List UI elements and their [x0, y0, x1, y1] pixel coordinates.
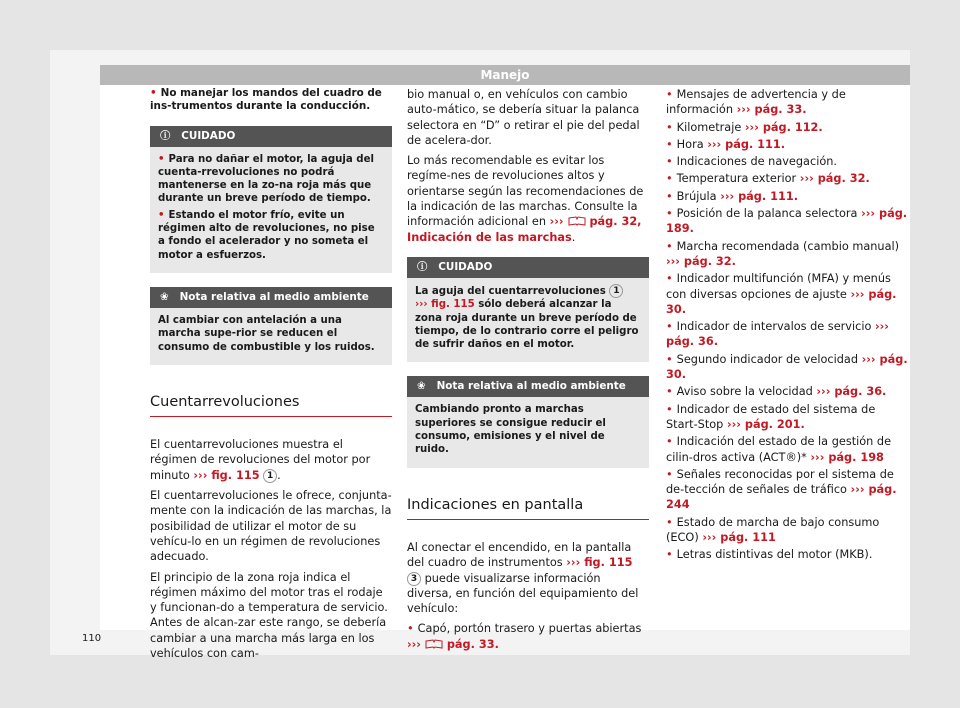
bullet-icon: •: [666, 515, 673, 529]
paragraph-text: puede visualizarse información diversa, en función del equipamiento del vehículo:: [407, 571, 639, 616]
bullet-icon: •: [666, 435, 673, 449]
section-title: Indicaciones en pantalla: [407, 498, 649, 520]
page-link[interactable]: ››› pág. 30.: [666, 287, 897, 316]
book-icon: [425, 639, 443, 649]
environment-note-text: Cambiando pronto a marchas superiores se consigue reducir el consumo, emisiones y el nivel de ruido.: [415, 404, 606, 456]
page-link[interactable]: ››› pág. 30.: [666, 352, 908, 382]
paragraph-text: El principio de la zona roja indica el régimen máximo del motor tras el rodaje y funcionan-do a temperatura de servicio. Antes de alcan-zar este rango, se debería cambiar a una marcha más larga en los vehículos con cam-: [150, 570, 388, 661]
paragraph-text: Lo más recomendable es evitar los regíme-nes de revoluciones altos y orientarse según las recomendaciones de la indicación de las marchas. Consulte la información adicional en: [407, 154, 644, 229]
fig-link-text: fig. 115: [211, 468, 260, 482]
list-item-text: Estado de marcha de bajo consumo (ECO): [666, 515, 880, 545]
bullet-icon: •: [666, 137, 673, 151]
list-item: [666, 271, 910, 317]
bullet-icon: •: [666, 385, 673, 399]
environment-note-box: [150, 287, 392, 365]
list-item-text: Indicador multifunción (MFA) y menús con diversas opciones de ajuste: [666, 272, 891, 301]
environment-note-text: Al cambiar con antelación a una marcha supe-rior se reducen el consumo de combustible y los ruidos.: [158, 314, 375, 353]
page-content: [82, 65, 910, 661]
page-link[interactable]: ››› pág. 36.: [816, 385, 887, 399]
page-link-text: pág. 33.: [446, 637, 499, 651]
bullet-icon: •: [666, 207, 673, 221]
list-item: [666, 171, 910, 186]
page-link-text: pág. 32.: [683, 254, 736, 268]
bullet-icon: •: [158, 209, 165, 221]
page-link-text: pág. 244: [666, 483, 897, 512]
list-item-text: Mensajes de advertencia y de información: [666, 88, 846, 117]
list-item: [666, 352, 910, 383]
page-link-text: pág. 189.: [666, 207, 908, 236]
paragraph-text: Al conectar el encendido, en la pantalla del cuadro de instrumentos: [407, 540, 632, 570]
bullet-icon: •: [666, 172, 673, 186]
bullet-icon: •: [666, 239, 673, 253]
list-item: [666, 87, 910, 118]
paragraph-text: bio manual o, en vehículos con cambio auto-mático, se debería situar la palanca selectora en “D” o retirar el pie del pedal de acelera-dor.: [407, 88, 640, 147]
list-item: [666, 547, 910, 562]
book-icon: [568, 216, 586, 226]
list-item-text: Indicador de estado del sistema de Start-Stop: [666, 402, 876, 431]
bullet-icon: •: [666, 467, 673, 481]
caution-item: Estando el motor frío, evite un régimen alto de revoluciones, no pise a fondo el acelerador y no someta el motor a esfuerzos.: [158, 209, 375, 261]
list-item: [666, 189, 910, 204]
caution-header: [407, 257, 649, 278]
page-link-text: pág. 111.: [738, 189, 798, 203]
column-3: [666, 87, 910, 565]
bullet-icon: •: [158, 153, 165, 165]
list-item-text: Posición de la palanca selectora: [676, 207, 858, 221]
page-link[interactable]: ››› pág. 111: [702, 531, 776, 545]
caution-header: [150, 126, 392, 147]
list-item-text: Brújula: [676, 189, 717, 203]
page-link-text: pág. 112.: [762, 120, 823, 134]
list-item-text: Segundo indicador de velocidad: [676, 352, 859, 366]
paragraph-text: El cuentarrevoluciones muestra el régimen de revoluciones del motor por minuto: [150, 438, 371, 482]
environment-note-title: Nota relativa al medio ambiente: [436, 380, 626, 393]
list-item: [666, 384, 910, 399]
display-items-list: [666, 87, 910, 563]
page-link[interactable]: ››› pág. 201.: [726, 417, 805, 431]
fig-link-text: fig. 115: [431, 299, 475, 311]
list-item-text: Indicador de intervalos de servicio: [676, 320, 872, 334]
list-item-text: Hora: [676, 137, 704, 151]
page-link-text: pág. 198: [828, 450, 884, 464]
column-2: bio manual o, en vehículos con cambio auto-mático, se debería situar la palanca selectora en “D” o retirar el pie del pedal de acelera-dor. Lo más recomendable es evitar los regíme-nes de revoluciones altos y orientarse según las recomendaciones de la indicación de las marchas. Consulte la información adicional en ››› pág. 32, Indicación de las marchas. ⓘ CUIDADO La aguja del cuentarrevoluciones 1 ››› fig. 115 sólo deberá alcanzar la zona roja durante un breve período de tiempo, de lo contrario corre el peligro de sufrir daños en el motor. ❀ Nota relativa al medio ambiente Cambiando pronto a marchas superiores se consigue reducir el consumo, emisiones y el nivel de ruido. Indicaciones en pantalla Al conectar el encendido, en la pantalla del cuadro de instrumentos ››› fig. 115 3 puede visualizarse información diversa, en función del equipamiento del vehículo: • Capó, portón trasero y puertas abiertas ››› pág. 33.: [407, 87, 649, 657]
page-link[interactable]: ››› pág. 32.: [666, 254, 736, 268]
environment-note-header: [150, 287, 392, 308]
callout-number: 1: [263, 469, 277, 483]
warning-circle-icon: ⓘ: [160, 129, 171, 142]
page-number: 110: [82, 633, 102, 644]
bullet-icon: •: [666, 402, 673, 416]
list-item: [666, 515, 910, 546]
environment-note-header: [407, 376, 649, 397]
bullet-icon: •: [666, 272, 673, 286]
list-item-text: Aviso sobre la velocidad: [676, 385, 813, 399]
page-link[interactable]: ››› pág. 32.: [799, 172, 870, 186]
paragraph-text: El cuentarrevoluciones le ofrece, conjunta-mente con la indicación de las marchas, la posibilidad de utilizar el motor de su vehícu-lo en un régimen de revoluciones adecuado.: [150, 489, 392, 564]
list-item: [666, 319, 910, 350]
page-link[interactable]: ››› pág. 112.: [744, 120, 823, 134]
caution-title: CUIDADO: [438, 260, 493, 273]
list-item-text: Capó, portón trasero y puertas abiertas: [417, 622, 642, 636]
bullet-icon: •: [150, 87, 157, 99]
list-item: [666, 206, 910, 237]
bullet-icon: •: [407, 622, 414, 636]
list-item-text: Indicación del estado de la gestión de cilin-dros activa (ACT®)*: [666, 435, 892, 464]
bullet-icon: •: [666, 120, 673, 134]
page-link-text: pág. 32.: [817, 172, 870, 186]
fig-link[interactable]: ››› fig. 115: [566, 556, 633, 570]
environment-icon: ❀: [417, 380, 426, 393]
page-link[interactable]: ››› pág. 111.: [707, 137, 786, 151]
page-link[interactable]: ››› pág. 33.: [407, 637, 499, 651]
caution-box: [407, 257, 649, 362]
page-link-text: pág. 30.: [666, 287, 897, 316]
bullet-icon: •: [666, 88, 673, 101]
caution-title: CUIDADO: [181, 129, 236, 142]
section-title: Cuentarrevoluciones: [150, 395, 392, 417]
list-item-text: Kilometraje: [676, 120, 742, 134]
page-link[interactable]: ››› pág. 36.: [666, 320, 889, 349]
list-item-text: Letras distintivas del motor (MKB).: [676, 548, 873, 562]
fig-link-text: fig. 115: [584, 556, 633, 570]
fig-link[interactable]: ››› fig. 115: [415, 299, 475, 311]
page-link-text: pág. 33.: [754, 103, 807, 117]
bullet-icon: •: [666, 155, 673, 169]
caution-box: [150, 126, 392, 273]
bullet-icon: •: [666, 352, 673, 366]
environment-icon: ❀: [160, 290, 169, 303]
list-item-text: Marcha recomendada (cambio manual): [676, 239, 900, 253]
environment-note-box: [407, 376, 649, 467]
page-link-text: pág. 36.: [834, 385, 887, 399]
caution-text: sólo deberá alcanzar la zona roja durante un breve período de tiempo, de lo contrario corre el peligro de sufrir daños en el motor.: [415, 299, 639, 351]
page-link-text: pág. 30.: [666, 352, 908, 382]
page-link[interactable]: ››› pág. 111.: [720, 189, 798, 203]
fig-link[interactable]: ››› fig. 115: [193, 468, 260, 482]
warning-circle-icon: ⓘ: [417, 260, 428, 273]
environment-note-title: Nota relativa al medio ambiente: [179, 290, 369, 303]
page-link-text: pág. 111: [720, 531, 776, 545]
page-link[interactable]: ››› pág. 244: [666, 483, 897, 512]
page-link[interactable]: ››› pág. 32, Indicación de las marchas: [407, 215, 642, 244]
page-link-text: pág. 36.: [666, 335, 719, 349]
list-item: [666, 402, 910, 433]
caution-text: La aguja del cuentarrevoluciones: [415, 285, 606, 297]
callout-number: 3: [407, 572, 421, 586]
list-item: [666, 120, 910, 135]
page-background: [50, 50, 910, 661]
bullet-icon: •: [666, 189, 673, 203]
page-link-text: pág. 32, Indicación de las marchas: [407, 215, 642, 244]
bullet-icon: •: [666, 320, 673, 334]
list-item: [666, 434, 910, 465]
column-1: • No manejar los mandos del cuadro de ins-trumentos durante la conducción. ⓘ CUIDADO • Para no dañar el motor, la aguja del cuenta-rrevoluciones no podrá mantenerse en la zo-na roja más que durante un breve período de tiempo. • Estando el motor frío, evite un régimen alto de revoluciones, no pise a fondo el acelerador y no someta el motor a esfuerzos. ❀ Nota relativa al medio ambiente Al cambiar con antelación a una marcha supe-rior se reducen el consumo de combustible y los ruidos. Cuentarrevoluciones El cuentarrevoluciones muestra el régimen de revoluciones del motor por minuto ››› fig. 115 1 . El cuentarrevoluciones le ofrece, conjunta-mente con la indicación de las marchas, la posibilidad de utilizar el motor de su vehícu-lo en un régimen de revoluciones adecuado. El principio de la zona roja indica el régimen máximo del motor tras el rodaje y funcionan-do a temperatura de servicio. Antes de alcan-zar este rango, se debería cambiar a una marcha más larga en los vehículos con cam-: [150, 87, 392, 661]
list-item: [666, 137, 910, 152]
list-item-text: Señales reconocidas por el sistema de de-tección de señales de tráfico: [666, 467, 894, 497]
page-header: Manejo: [100, 65, 910, 85]
page-link-text: pág. 201.: [744, 417, 805, 431]
bullet-icon: •: [666, 548, 673, 562]
list-item: [666, 467, 910, 513]
list-item: [666, 154, 910, 169]
page-link[interactable]: ››› pág. 33.: [736, 103, 807, 117]
callout-number: 1: [609, 284, 623, 298]
page-link[interactable]: ››› pág. 189.: [666, 207, 908, 236]
list-item-text: Temperatura exterior: [676, 172, 797, 186]
list-item: [666, 239, 910, 270]
list-item-text: Indicaciones de navegación.: [676, 155, 837, 169]
page-link[interactable]: ››› pág. 198: [810, 450, 884, 464]
page-link-text: pág. 111.: [725, 137, 786, 151]
caution-item: Para no dañar el motor, la aguja del cuenta-rrevoluciones no podrá mantenerse en la zo-na roja más que durante un breve período de tiempo.: [158, 153, 375, 205]
warning-bullet-text: No manejar los mandos del cuadro de ins-trumentos durante la conducción.: [150, 87, 382, 113]
